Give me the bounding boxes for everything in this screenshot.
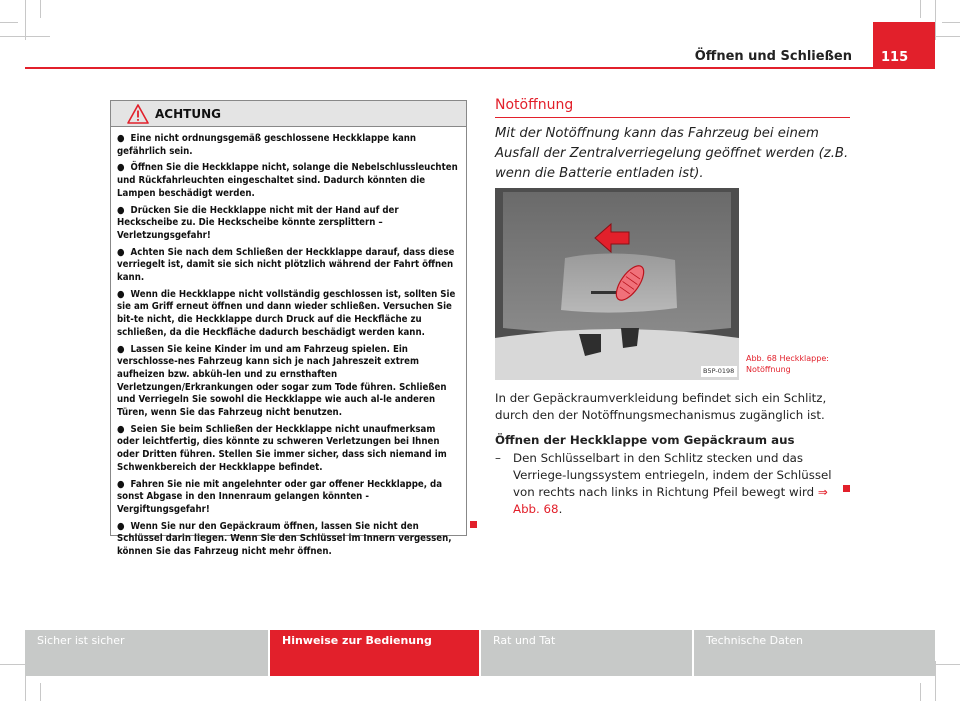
figure-caption-line: Notöffnung xyxy=(746,365,791,374)
footer-tab[interactable]: Sicher ist sicher xyxy=(25,630,268,676)
bullet-icon: ● xyxy=(117,162,125,174)
page-number-tab xyxy=(873,22,935,48)
warning-item-text: Fahren Sie nie mit angelehnter oder gar offener Heckklappe, da sonst Abgase in den Innenraum gelangen könnten - Vergiftungsgefahr! xyxy=(117,478,443,515)
warning-title: ACHTUNG xyxy=(155,106,221,121)
page-number: 115 xyxy=(873,48,935,68)
warning-item xyxy=(117,133,460,158)
warning-item-text: Lassen Sie keine Kinder im und am Fahrzeug spielen. Ein verschlosse-nes Fahrzeug kann sich je nach Jahreszeit extrem aufheizen bzw. abküh-len und zu ernsthaften Verletzungen/Erkrankungen oder sogar zum Tode führen. Schließen und Verriegeln Sie sowohl die Heckklappe wie auch al-le anderen Türen, wenn Sie das Fahrzeug nicht benutzen. xyxy=(117,343,447,419)
body-paragraph: In der Gepäckraumverkleidung befindet sich ein Schlitz, durch den der Notöffnungsmechanismus zugänglich ist. xyxy=(495,391,827,422)
warning-item xyxy=(117,247,460,285)
footer-tab[interactable]: Rat und Tat xyxy=(481,630,692,676)
section-end-marker xyxy=(470,521,477,528)
warning-box xyxy=(110,100,467,558)
section-rule xyxy=(495,117,850,118)
crop-mark xyxy=(40,683,41,701)
figure-link[interactable]: ⇒ Abb. 68 xyxy=(513,485,828,516)
header-rule xyxy=(25,67,935,69)
footer-tab[interactable]: Technische Daten xyxy=(694,630,935,676)
bullet-icon: ● xyxy=(117,423,125,435)
crop-mark xyxy=(920,0,921,18)
trunk-lining-illustration xyxy=(495,188,739,380)
section-title: Notöffnung xyxy=(495,97,574,113)
step-heading: Öffnen der Heckklappe vom Gepäckraum aus xyxy=(495,433,795,447)
warning-item-text: Drücken Sie die Heckklappe nicht mit der Hand auf der Heckscheibe zu. Die Heckscheibe könnte zersplittern – Verletzungsgefahr! xyxy=(117,204,399,241)
bullet-icon: ● xyxy=(117,478,125,490)
crop-mark xyxy=(920,683,921,701)
crop-mark xyxy=(0,36,50,37)
warning-item-text: Achten Sie nach dem Schließen der Heckklappe darauf, dass diese verriegelt ist, damit sie sich nicht plötzlich während der Fahrt öffnen kann. xyxy=(117,246,455,284)
warning-item xyxy=(117,289,460,340)
figure-caption-line: Abb. 68 Heckklappe: xyxy=(746,354,829,363)
bullet-icon: ● xyxy=(117,204,125,216)
section-intro: Mit der Notöffnung kann das Fahrzeug bei einem Ausfall der Zentralverriegelung geöffnet werden (z.B. wenn die Batterie entladen ist). xyxy=(495,126,849,181)
warning-triangle-icon xyxy=(127,104,149,124)
bullet-icon: ● xyxy=(117,343,125,355)
warning-item xyxy=(117,521,460,559)
warning-item-text: Öffnen Sie die Heckklappe nicht, solange die Nebelschlussleuchten und Rückfahrleuchten eingeschaltet sind. Dadurch könnten die Lampen beschädigt werden. xyxy=(117,162,458,199)
figure-caption xyxy=(746,353,829,375)
crop-mark xyxy=(935,0,936,40)
crop-mark xyxy=(25,0,26,40)
chapter-title: Öffnen und Schließen xyxy=(694,49,852,64)
crop-mark xyxy=(935,661,936,701)
step-dash: – xyxy=(495,451,501,465)
step-text-body: Den Schlüsselbart in den Schlitz stecken und das Verriege-lungssystem entriegeln, indem der Schlüssel von rechts nach links in Richtung Pfeil bewegt wird xyxy=(513,451,832,499)
footer-tab[interactable]: Hinweise zur Bedienung xyxy=(270,630,479,676)
warning-item xyxy=(117,205,460,243)
warning-item xyxy=(117,162,460,200)
bullet-icon: ● xyxy=(117,133,125,144)
warning-item-text: Seien Sie beim Schließen der Heckklappe nicht unaufmerksam oder leichtfertig, dies könnte zu schweren Verletzungen bei Ihnen oder Dritten führen. Stellen Sie immer sicher, dass sich niemand im Schwenkbereich der Heckklappe befindet. xyxy=(117,423,447,473)
bullet-icon: ● xyxy=(117,246,125,258)
warning-item-text: Eine nicht ordnungsgemäß geschlossene Heckklappe kann gefährlich sein. xyxy=(117,133,417,157)
figure-emergency-release xyxy=(495,188,739,380)
bullet-icon: ● xyxy=(117,288,125,300)
warning-item xyxy=(117,424,460,475)
warning-item xyxy=(117,344,460,420)
bullet-icon: ● xyxy=(117,520,125,532)
warning-list xyxy=(111,127,466,559)
section-end-marker xyxy=(843,485,850,492)
warning-header xyxy=(111,101,466,127)
warning-item xyxy=(117,479,460,517)
figure-code: B5P-0198 xyxy=(703,367,735,375)
step-text xyxy=(513,450,853,518)
crop-mark xyxy=(0,22,18,23)
warning-item-text: Wenn die Heckklappe nicht vollständig geschlossen ist, sollten Sie sie am Griff erneut öffnen und dann wieder schließen. Versuchen Sie bit-te nicht, die Heckklappe durch Druck auf die Heckfläche zu schließen, da die Heckfläche dadurch beschädigt werden kann. xyxy=(117,288,456,338)
crop-mark xyxy=(40,0,41,18)
warning-item-text: Wenn Sie nur den Gepäckraum öffnen, lassen Sie nicht den Schlüssel darin liegen. Wenn Sie den Schlüssel im Innern vergessen, können Sie das Fahrzeug nicht mehr öffnen. xyxy=(117,520,452,558)
crop-mark xyxy=(942,22,960,23)
step-text-tail: . xyxy=(558,502,563,516)
